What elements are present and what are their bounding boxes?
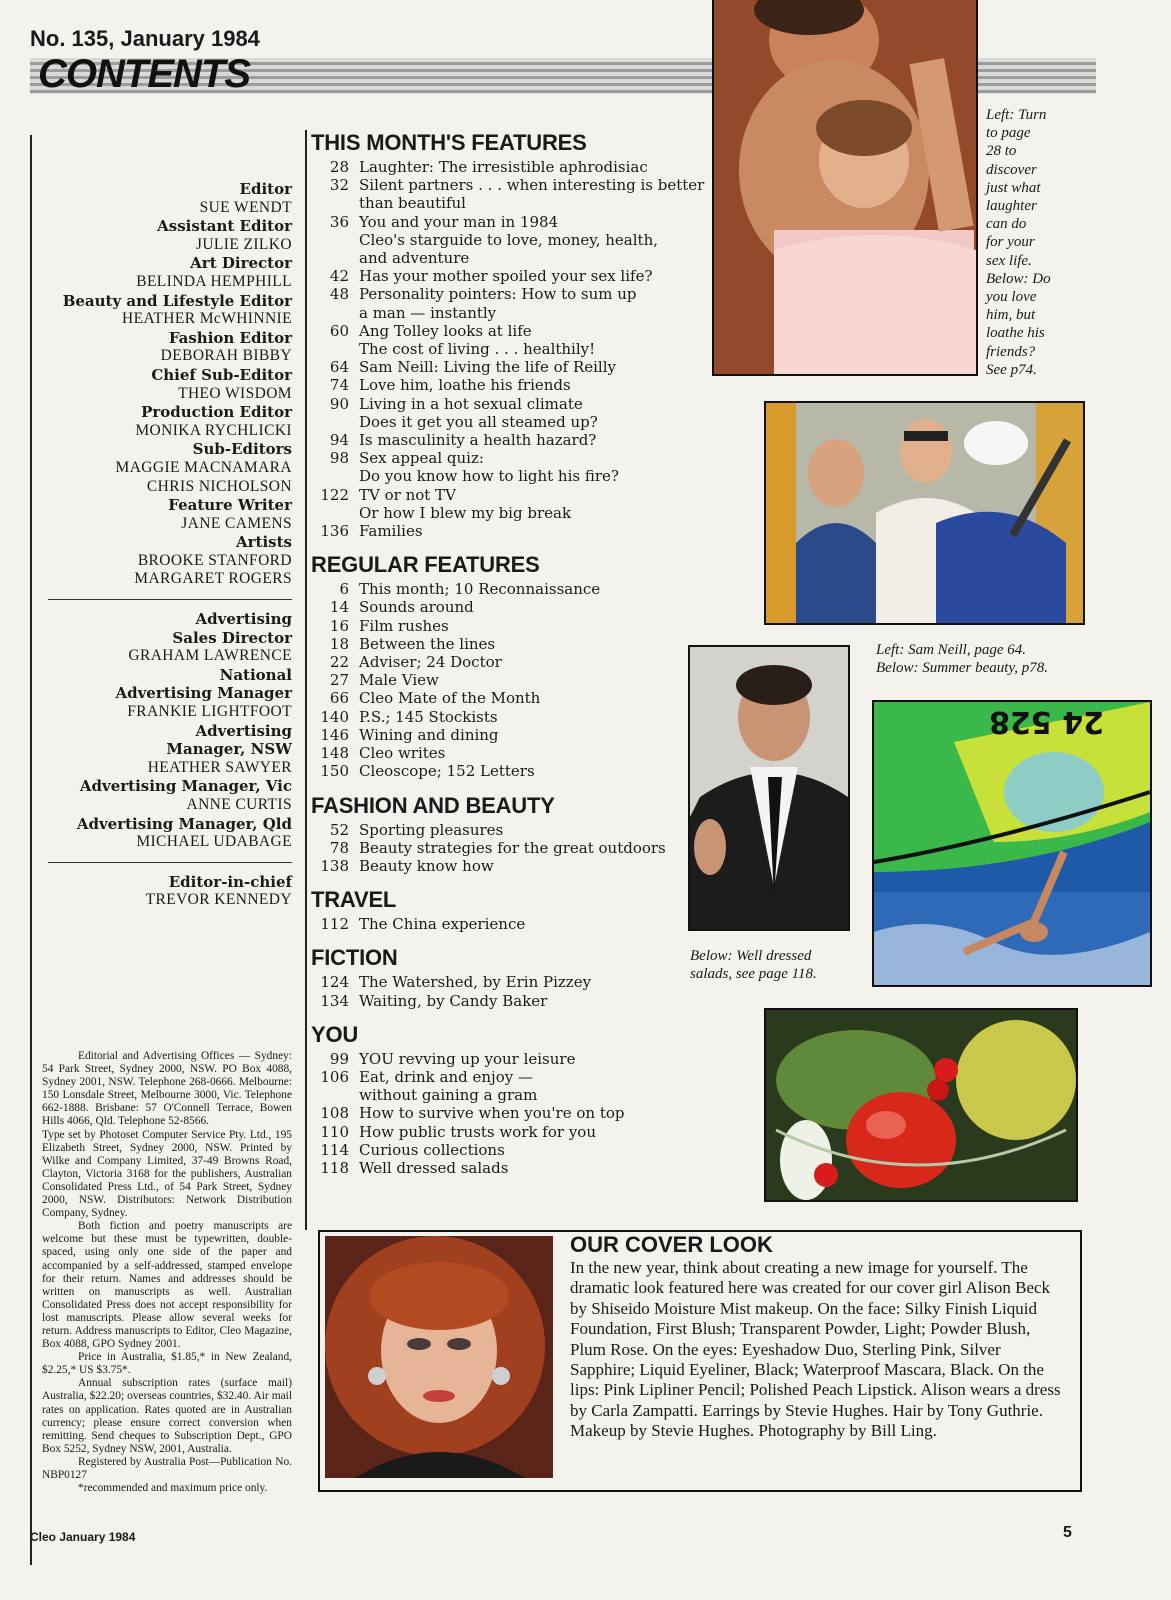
- cover-girl-photo: [325, 1236, 553, 1478]
- staff-role: Feature Writer: [168, 496, 292, 515]
- entry-page-number: 140: [320, 707, 349, 726]
- caption-laughter: [986, 106, 1071, 379]
- contents-entry: [309, 1141, 707, 1159]
- entry-page-number: 90: [329, 394, 349, 413]
- contents-entry: [309, 1050, 707, 1068]
- section-items: [309, 973, 707, 1009]
- contents-entry: [309, 992, 707, 1010]
- sail-number: 24 528: [989, 704, 1104, 739]
- caption-line: him, but: [986, 307, 1036, 324]
- entry-page-number: 114: [320, 1140, 349, 1159]
- staff-name: BROOKE STANFORD: [137, 551, 292, 569]
- entry-title-line: Film rushes: [359, 616, 449, 635]
- section-items: [309, 158, 707, 540]
- caption-line: See p74.: [986, 361, 1037, 378]
- staff-role: Fashion Editor: [168, 328, 292, 347]
- staff-role: Sales Director: [172, 628, 292, 647]
- caption-line: salads, see page 118.: [690, 966, 817, 983]
- staff-name: FRANKIE LIGHTFOOT: [127, 703, 292, 721]
- section-heading: TRAVEL: [311, 887, 397, 913]
- imprint-paragraph: Editorial and Advertising Offices — Sydney: 54 Park Street, Sydney 2000, NSW. PO Box 4088, Sydney 2001, NSW. Telephone 268-0666. Melbourne: 150 Lonsdale Street, Melbourne 3000, Vic. Telephone 662-1888. Brisbane: 57 O'Connell Terrace, Bowen Hills 4066, Qld. Telephone 52-8566.: [42, 1050, 292, 1128]
- caption-line: Left: Turn: [986, 107, 1047, 123]
- entry-title-line: Has your mother spoiled your sex life?: [359, 267, 653, 286]
- entry-page-number: 48: [329, 285, 349, 304]
- contents-entry: [309, 213, 707, 268]
- imprint-text: [42, 1050, 292, 1495]
- caption-line: Below: Do: [986, 270, 1051, 287]
- entry-page-number: 36: [329, 212, 349, 231]
- staff-role: Editor: [239, 180, 292, 198]
- caption-line: discover: [986, 161, 1037, 178]
- entry-title-line: Is masculinity a health hazard?: [359, 431, 597, 450]
- entry-title-line: a man — instantly: [359, 303, 497, 322]
- entry-page-number: 106: [320, 1067, 349, 1086]
- sam-neill-photo-art: [690, 647, 848, 929]
- entry-title-line: Beauty know how: [359, 856, 494, 875]
- entry-title-line: Sam Neill: Living the life of Reilly: [359, 358, 616, 377]
- contents-entry: [309, 158, 707, 176]
- contents-entry: [309, 821, 707, 839]
- entry-title-line: Ang Tolley looks at life: [359, 321, 532, 340]
- staff-role: Chief Sub-Editor: [151, 365, 292, 384]
- friends-photo: [764, 401, 1085, 625]
- issue-line: No. 135, January 1984: [30, 26, 260, 51]
- entry-page-number: 22: [329, 653, 349, 672]
- section-items: [309, 580, 707, 780]
- entry-title-line: Cleo writes: [359, 744, 446, 763]
- entry-title-line: Well dressed salads: [359, 1158, 509, 1177]
- masthead-divider: [48, 862, 292, 863]
- page-title: CONTENTS: [38, 52, 250, 96]
- entry-title-line: Beauty strategies for the great outdoors: [359, 838, 666, 857]
- staff-name: SUE WENDT: [199, 198, 292, 216]
- entry-page-number: 18: [329, 634, 349, 653]
- entry-title-line: without gaining a gram: [359, 1086, 538, 1105]
- footer-magazine: Cleo January 1984: [30, 1530, 136, 1544]
- contents-entry: [309, 580, 707, 598]
- entry-page-number: 60: [329, 321, 349, 340]
- contents-entry: [309, 449, 707, 485]
- contents-entry: [309, 635, 707, 653]
- contents-entry: [309, 671, 707, 689]
- caption-line: for your: [986, 234, 1035, 251]
- caption-sam-neill: [876, 641, 1091, 677]
- cover-girl-photo-art: [325, 1236, 553, 1478]
- contents-entry: [309, 689, 707, 707]
- contents-entry: [309, 839, 707, 857]
- contents-entry: [309, 598, 707, 616]
- staff-name: MICHAEL UDABAGE: [136, 833, 292, 851]
- entry-page-number: 16: [329, 616, 349, 635]
- entry-title-line: Adviser; 24 Doctor: [359, 653, 502, 672]
- caption-line: loathe his: [986, 325, 1045, 342]
- caption-line: can do: [986, 216, 1027, 233]
- entry-page-number: 110: [320, 1122, 349, 1141]
- entry-page-number: 99: [329, 1049, 349, 1068]
- entry-page-number: 42: [329, 267, 349, 286]
- contents-entry: [309, 431, 707, 449]
- imprint-paragraph: Registered by Australia Post—Publication No. NBP0127: [42, 1455, 292, 1481]
- staff-role: Advertising: [195, 610, 292, 629]
- contents-entry: [309, 762, 707, 780]
- imprint-paragraph: Type set by Photoset Computer Service Pty. Ltd., 195 Elizabeth Street, Sydney 2000, NSW. Printed by Wilke and Company Limited, 37-49 Browns Road, Clayton, Victoria 3168 for the publishers, Australian Consolidated Press Ltd., of 54 Park Street, Sydney 2000, NSW. Distributors: Network Distribution Company, Sydney.: [42, 1128, 292, 1220]
- entry-page-number: 112: [320, 915, 349, 934]
- contents-entry: [309, 358, 707, 376]
- entry-title-line: TV or not TV: [359, 485, 456, 504]
- entry-title-line: YOU revving up your leisure: [359, 1049, 576, 1068]
- imprint-paragraph: Both fiction and poetry manuscripts are welcome but these must be typewritten, double-spaced, using only one side of the paper and accompanied by a self-addressed, stamped envelope for their return. Names and addresses should be written on manuscripts as well. Australian Consolidated Press does not accept responsibility for lost manuscripts. Please allow several weeks for return. Address manuscripts to Editor, Cleo Magazine, Box 4088, GPO Sydney 2001.: [42, 1220, 292, 1351]
- entry-title-line: Silent partners . . . when interesting is better: [359, 176, 705, 195]
- entry-page-number: 136: [320, 522, 349, 541]
- staff-role: Assistant Editor: [157, 217, 292, 236]
- entry-title-line: Living in a hot sexual climate: [359, 394, 583, 413]
- contents-entry: [309, 726, 707, 744]
- entry-title-line: Do you know how to light his fire?: [359, 467, 619, 486]
- entry-title-line: Or how I blew my big break: [359, 503, 572, 522]
- section-heading: THIS MONTH'S FEATURES: [311, 130, 587, 155]
- staff-role: Advertising Manager, Vic: [79, 777, 292, 796]
- staff-role: Artists: [236, 533, 292, 552]
- section-heading: FICTION: [311, 945, 398, 971]
- imprint-paragraph: Annual subscription rates (surface mail) Australia, $22.20; overseas countries, $32.40. Air mail rates on application. Rates quoted are in Australian currency; please ensure correct conversion when remitting. Send cheques to Subscription Dept., GPO Box 5252, Sydney NSW, 2001, Australia.: [42, 1377, 292, 1455]
- contents-entry: [309, 1104, 707, 1122]
- entry-title-line: Sounds around: [359, 598, 474, 617]
- entry-title-line: Love him, loathe his friends: [359, 376, 571, 395]
- entry-page-number: 138: [320, 856, 349, 875]
- entry-page-number: 94: [329, 431, 349, 450]
- staff-name: MARGARET ROGERS: [134, 570, 292, 588]
- section-heading: REGULAR FEATURES: [311, 552, 540, 578]
- entry-title-line: Male View: [359, 671, 439, 690]
- contents-sections: [307, 130, 707, 1177]
- entry-page-number: 27: [329, 671, 349, 690]
- staff-role: Advertising Manager, Qld: [76, 814, 292, 833]
- entry-title-line: You and your man in 1984: [359, 212, 559, 231]
- staff-role: Production Editor: [141, 403, 292, 422]
- contents-entry: [309, 376, 707, 394]
- entry-page-number: 66: [329, 689, 349, 708]
- entry-title-line: Between the lines: [359, 634, 496, 653]
- caption-line: Below: Summer beauty, p78.: [876, 660, 1049, 677]
- couple-photo: [712, 0, 978, 376]
- staff-name: DEBORAH BIBBY: [160, 347, 292, 365]
- staff-role: Advertising Manager: [115, 684, 292, 703]
- caption-line: just what: [986, 179, 1041, 196]
- windsurfer-photo: [872, 700, 1152, 987]
- section-items: [309, 915, 707, 933]
- entry-title-line: P.S.; 145 Stockists: [359, 707, 498, 726]
- entry-page-number: 32: [329, 176, 349, 195]
- caption-line: 28 to: [986, 143, 1017, 160]
- entry-page-number: 108: [320, 1104, 349, 1123]
- caption-line: Left: Sam Neill, page 64.: [876, 642, 1026, 658]
- contents-column: [305, 130, 707, 1230]
- caption-line: you love: [986, 289, 1037, 306]
- contents-entry: [309, 708, 707, 726]
- staff-role: Art Director: [190, 254, 292, 273]
- entry-title-line: Wining and dining: [359, 725, 499, 744]
- staff-name: GRAHAM LAWRENCE: [128, 647, 292, 665]
- contents-entry: [309, 1159, 707, 1177]
- staff-name: TREVOR KENNEDY: [145, 891, 292, 909]
- entry-title-line: Families: [359, 522, 423, 541]
- entry-page-number: 78: [329, 838, 349, 857]
- entry-title-line: Does it get you all steamed up?: [359, 412, 598, 431]
- entry-page-number: 52: [329, 820, 349, 839]
- entry-page-number: 74: [329, 376, 349, 395]
- entry-page-number: 118: [320, 1158, 349, 1177]
- entry-title-line: The Watershed, by Erin Pizzey: [359, 973, 592, 992]
- staff-name: BELINDA HEMPHILL: [136, 272, 292, 290]
- entry-title-line: Curious collections: [359, 1140, 505, 1159]
- entry-title-line: How public trusts work for you: [359, 1122, 596, 1141]
- staff-name: ANNE CURTIS: [186, 796, 292, 813]
- staff-role: Editor-in-chief: [168, 872, 292, 891]
- masthead: [42, 180, 292, 910]
- entry-title-line: This month; 10 Reconnaissance: [359, 580, 601, 599]
- entry-page-number: 122: [320, 485, 349, 504]
- entry-page-number: 6: [339, 580, 349, 599]
- imprint-paragraph: Price in Australia, $1.85,* in New Zealand, $2.25,* US $3.75*.: [42, 1351, 292, 1377]
- cover-look-title: OUR COVER LOOK: [570, 1232, 773, 1257]
- staff-name: JANE CAMENS: [181, 514, 292, 532]
- entry-title-line: than beautiful: [359, 194, 466, 213]
- entry-page-number: 124: [320, 973, 349, 992]
- contents-entry: [309, 395, 707, 431]
- contents-entry: [309, 653, 707, 671]
- salad-photo: [764, 1008, 1078, 1202]
- page-number: 5: [1063, 1524, 1072, 1541]
- entry-title-line: Laughter: The irresistible aphrodisiac: [359, 158, 648, 176]
- contents-entry: [309, 973, 707, 991]
- staff-name: JULIE ZILKO: [195, 235, 292, 253]
- contents-entry: [309, 857, 707, 875]
- friends-photo-art: [766, 403, 1083, 623]
- caption-line: Below: Well dressed: [690, 948, 812, 964]
- entry-page-number: 146: [320, 725, 349, 744]
- contents-entry: [309, 744, 707, 762]
- masthead-divider: [48, 599, 292, 600]
- entry-page-number: 28: [329, 158, 349, 176]
- staff-name: HEATHER McWHINNIE: [122, 310, 292, 328]
- caption-line: laughter: [986, 198, 1037, 215]
- staff-role: National: [219, 665, 292, 684]
- staff-column: [30, 135, 294, 1565]
- staff-role: Advertising: [195, 721, 292, 740]
- entry-title-line: The China experience: [359, 915, 526, 934]
- windsurfer-photo-art: [874, 702, 1150, 985]
- entry-title-line: The cost of living . . . healthily!: [359, 340, 596, 359]
- contents-entry: [309, 1068, 707, 1104]
- section-items: [309, 1050, 707, 1177]
- staff-role: Sub-Editors: [192, 440, 292, 459]
- cover-look-body: In the new year, think about creating a new image for yourself. The dramatic look featured here was created for our cover girl Alison Beck by Shiseido Moisture Mist makeup. On the face: Silky Finish Liquid Foundation, First Blush; Transparent Powder, Light; Powder Blush, Plum Rose. On the eyes: Eyeshadow Duo, Sterling Pink, Silver Sapphire; Liquid Eyeliner, Black; Waterproof Mascara, Black. On the lips: Pink Lipliner Pencil; Polished Peach Lipstick. Alison wears a dress by Carla Zampatti. Earrings by Stevie Hughes. Hair by Tony Guthrie. Makeup by Stevie Hughes. Photography by Bill Ling.: [570, 1258, 1061, 1441]
- contents-entry: [309, 285, 707, 321]
- contents-entry: [309, 322, 707, 358]
- caption-line: friends?: [986, 343, 1036, 360]
- contents-entry: [309, 267, 707, 285]
- contents-entry: [309, 617, 707, 635]
- entry-page-number: 98: [329, 449, 349, 468]
- entry-page-number: 14: [329, 598, 349, 617]
- staff-role: Manager, NSW: [166, 740, 292, 759]
- staff-role: Beauty and Lifestyle Editor: [62, 291, 292, 310]
- staff-name: MONIKA RYCHLICKI: [135, 421, 292, 439]
- entry-page-number: 64: [329, 358, 349, 377]
- entry-title-line: How to survive when you're on top: [359, 1104, 625, 1123]
- entry-page-number: 150: [320, 762, 349, 781]
- contents-entry: [309, 176, 707, 212]
- section-heading: YOU: [311, 1021, 359, 1047]
- staff-name: HEATHER SAWYER: [147, 758, 292, 776]
- entry-title-line: Cleo's starguide to love, money, health,: [359, 230, 659, 249]
- caption-line: sex life.: [986, 252, 1032, 269]
- entry-title-line: Cleo Mate of the Month: [359, 689, 541, 708]
- entry-title-line: Sporting pleasures: [359, 820, 504, 839]
- entry-title-line: Sex appeal quiz:: [359, 449, 484, 468]
- entry-page-number: 148: [320, 744, 349, 763]
- couple-photo-art: [714, 0, 976, 374]
- entry-title-line: and adventure: [359, 249, 470, 268]
- section-heading: FASHION AND BEAUTY: [311, 792, 555, 818]
- staff-name: THEO WISDOM: [178, 384, 292, 402]
- section-items: [309, 821, 707, 876]
- entry-title-line: Waiting, by Candy Baker: [359, 991, 548, 1010]
- entry-title-line: Eat, drink and enjoy —: [359, 1067, 533, 1086]
- imprint-paragraph: *recommended and maximum price only.: [78, 1482, 268, 1495]
- staff-name: MAGGIE MACNAMARA: [115, 458, 292, 476]
- contents-entry: [309, 915, 707, 933]
- salad-photo-art: [766, 1010, 1076, 1200]
- sam-neill-photo: [688, 645, 850, 931]
- contents-entry: [309, 486, 707, 522]
- entry-title-line: Cleoscope; 152 Letters: [359, 762, 535, 781]
- contents-entry: [309, 1123, 707, 1141]
- entry-page-number: 134: [320, 991, 349, 1010]
- caption-line: to page: [986, 125, 1031, 142]
- entry-title-line: Personality pointers: How to sum up: [359, 285, 637, 304]
- caption-salads: [690, 947, 860, 983]
- staff-name: CHRIS NICHOLSON: [146, 477, 292, 495]
- contents-entry: [309, 522, 707, 540]
